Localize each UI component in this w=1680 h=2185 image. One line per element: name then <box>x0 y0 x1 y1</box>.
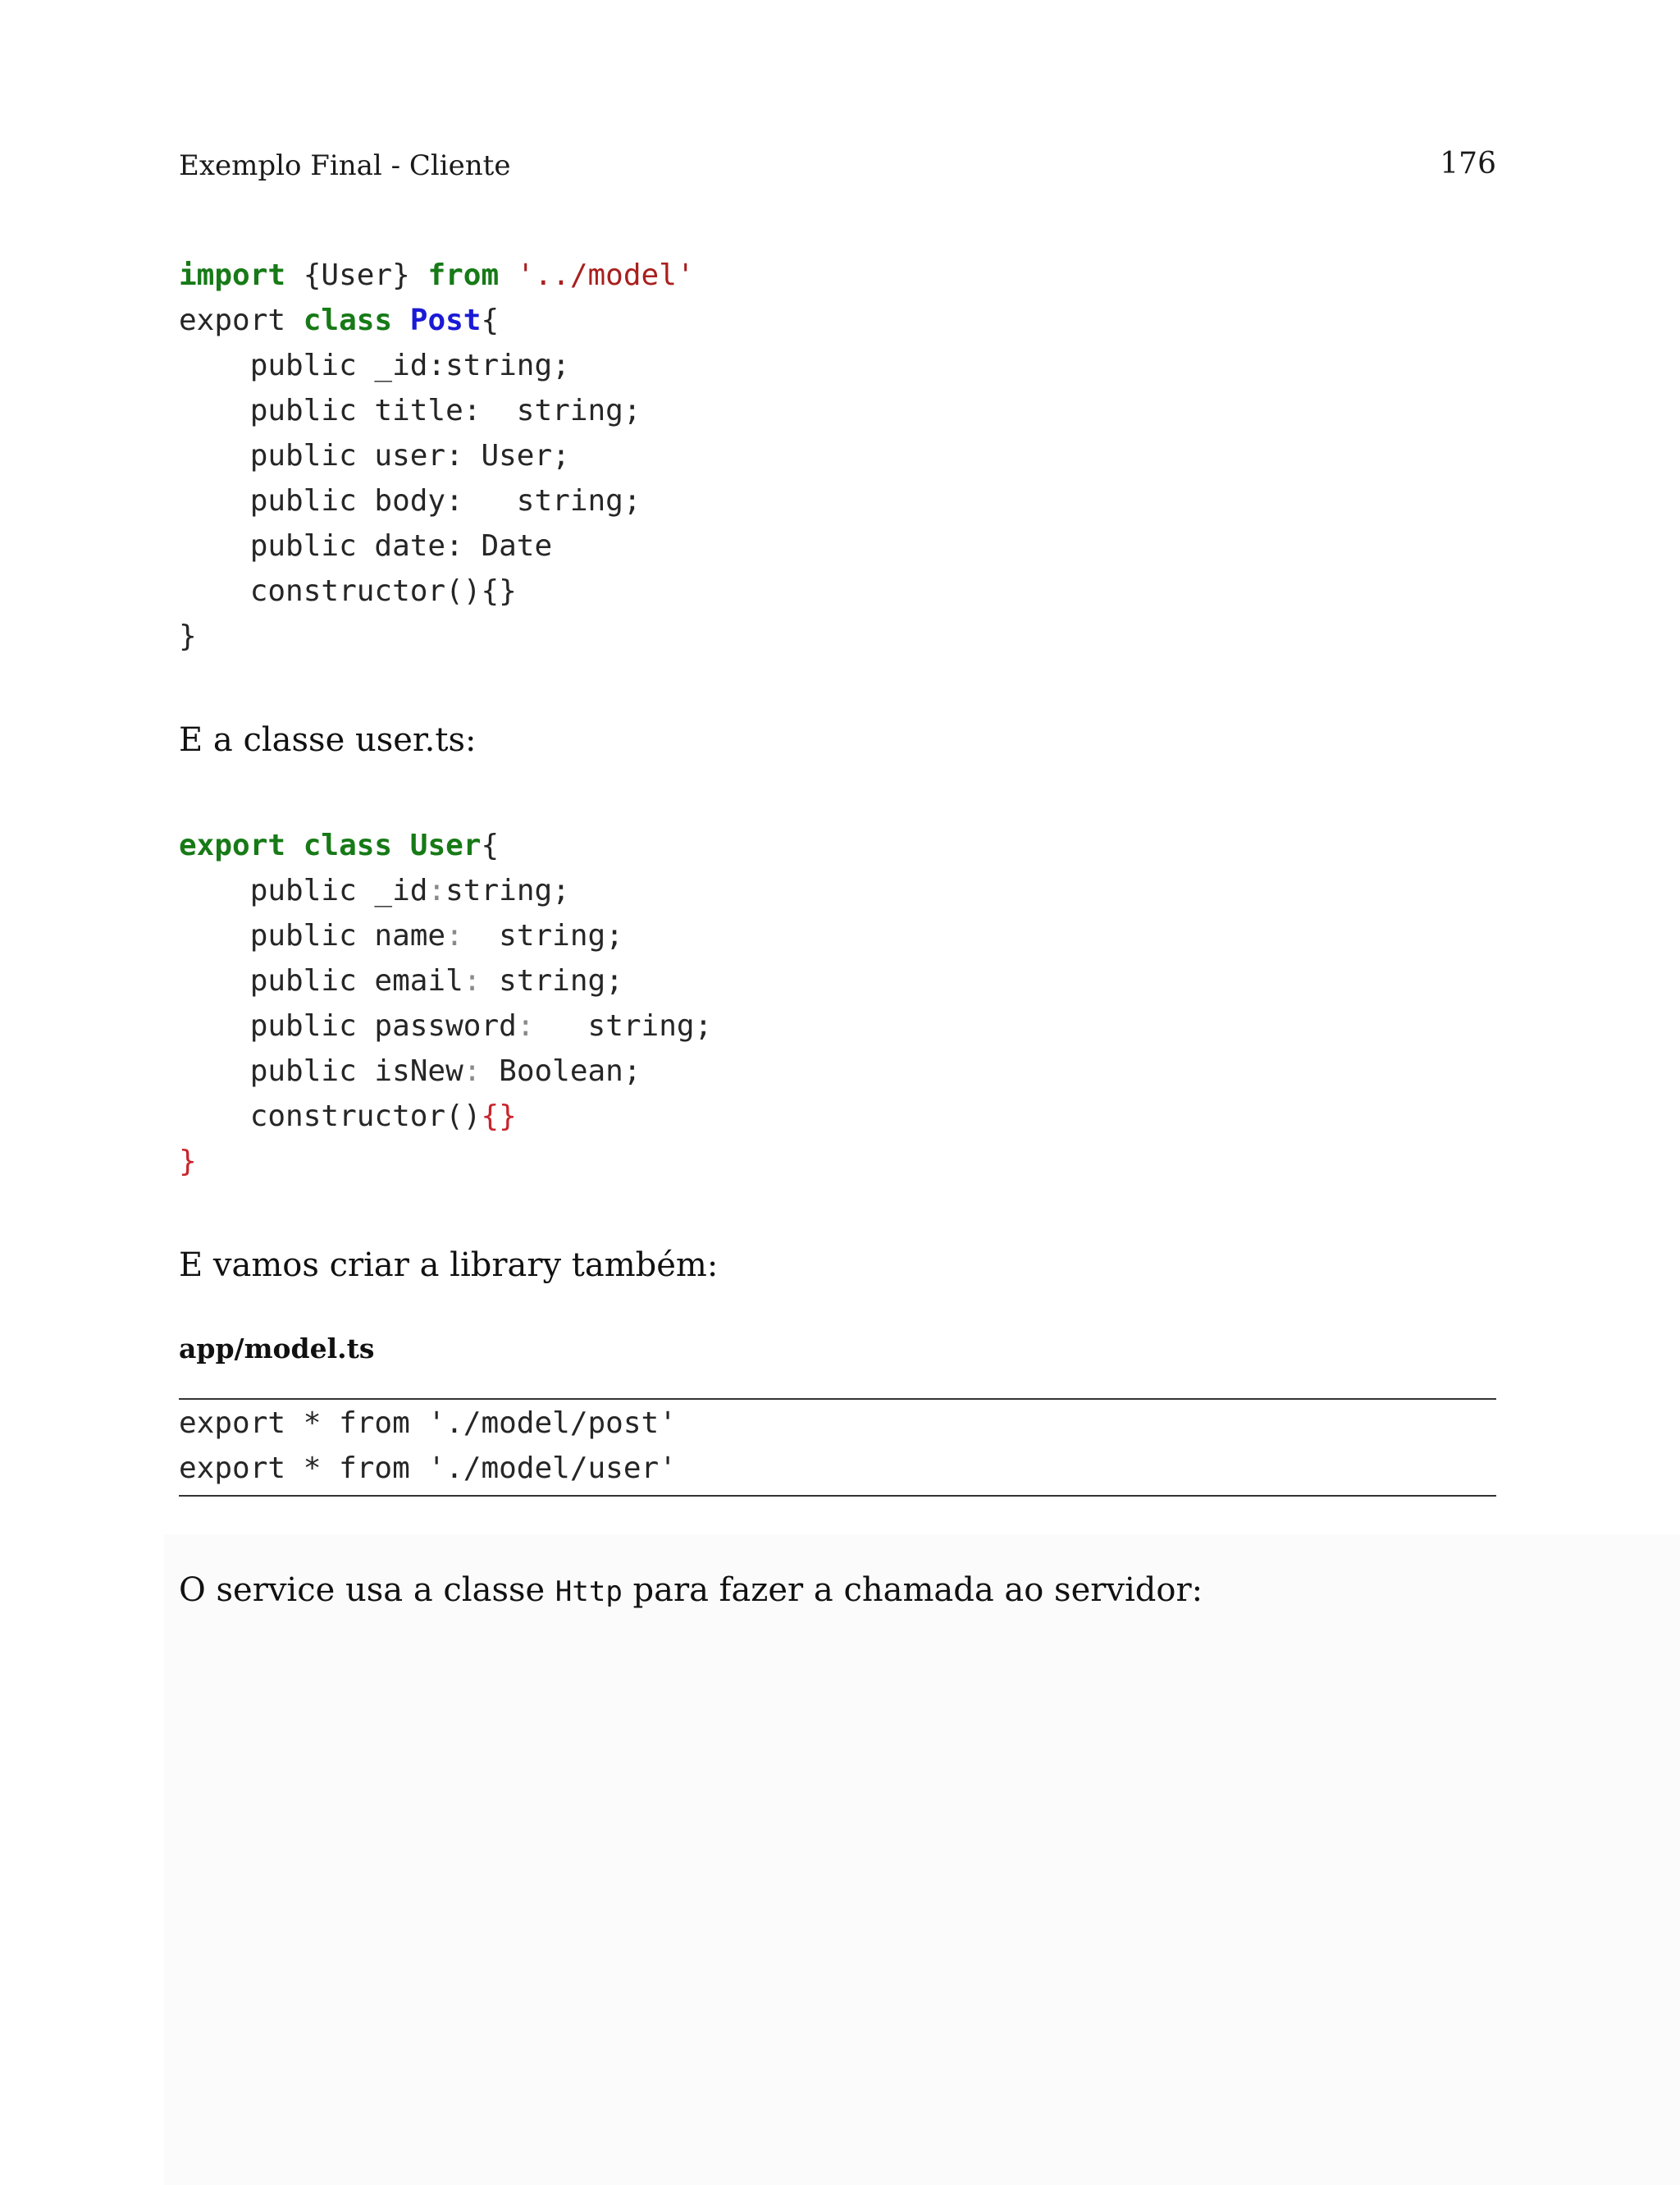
code-text: string; <box>445 874 570 907</box>
code-text: { <box>481 304 500 337</box>
listing-top-rule <box>179 1398 1496 1400</box>
code-line <box>179 868 712 913</box>
code-punctuation: : <box>445 919 463 953</box>
code-text: Boolean; <box>481 1054 641 1088</box>
code-punctuation: : <box>427 874 446 907</box>
paragraph-service-intro <box>179 1569 1203 1613</box>
code-string: '../model' <box>499 258 695 292</box>
code-text: public email <box>179 964 463 998</box>
code-text: constructor() <box>179 1099 482 1133</box>
running-header-title: Exemplo Final - Cliente <box>179 149 511 182</box>
code-punctuation: : <box>463 964 482 998</box>
page-background-shade <box>164 1534 1680 2185</box>
code-line: public title: string; <box>179 394 641 427</box>
code-punctuation: : <box>463 1054 482 1088</box>
code-line <box>179 1003 712 1049</box>
code-line <box>179 1094 712 1139</box>
code-text: public name <box>179 919 446 953</box>
code-punctuation: {} <box>481 1099 517 1133</box>
code-keyword: export class <box>179 829 393 862</box>
code-line: constructor(){} <box>179 574 517 608</box>
code-line: public date: Date <box>179 529 553 563</box>
paragraph-user-intro: E a classe user.ts: <box>179 721 477 759</box>
code-line <box>179 913 712 958</box>
inline-code: Http <box>555 1575 623 1608</box>
code-text: public password <box>179 1009 517 1043</box>
code-text: public _id <box>179 874 428 907</box>
code-line <box>179 253 695 298</box>
code-class-name: User <box>392 829 482 862</box>
code-line: export * from './model/post' <box>179 1406 677 1440</box>
code-text: { <box>481 829 500 862</box>
code-text: string; <box>463 919 623 953</box>
code-line <box>179 823 712 868</box>
code-keyword: class <box>303 304 393 337</box>
paragraph-text: O service usa a classe <box>179 1571 555 1609</box>
code-line <box>179 1049 712 1094</box>
code-line: } <box>179 1145 197 1178</box>
listing-caption: app/model.ts <box>179 1332 375 1364</box>
paragraph-text: para fazer a chamada ao servidor: <box>622 1571 1203 1609</box>
code-line: public _id:string; <box>179 349 570 382</box>
code-text: {User} <box>285 258 428 292</box>
code-text: export <box>179 304 304 337</box>
code-punctuation: : <box>516 1009 535 1043</box>
code-line: public user: User; <box>179 439 570 473</box>
code-keyword: import <box>179 258 286 292</box>
code-keyword: from <box>427 258 500 292</box>
code-line: export * from './model/user' <box>179 1451 677 1485</box>
listing-bottom-rule <box>179 1495 1496 1497</box>
paragraph-library-intro: E vamos criar a library também: <box>179 1246 719 1284</box>
page-number: 176 <box>1440 147 1496 181</box>
code-block-user-class <box>179 823 712 1184</box>
code-line: public body: string; <box>179 484 641 518</box>
code-text: public isNew <box>179 1054 463 1088</box>
code-text: string; <box>481 964 623 998</box>
code-line <box>179 958 712 1003</box>
code-block-post-class <box>179 253 695 659</box>
code-line: } <box>179 619 197 653</box>
code-line <box>179 298 695 343</box>
code-block-model-exports <box>179 1401 677 1491</box>
code-text: string; <box>534 1009 713 1043</box>
code-class-name: Post <box>392 304 482 337</box>
